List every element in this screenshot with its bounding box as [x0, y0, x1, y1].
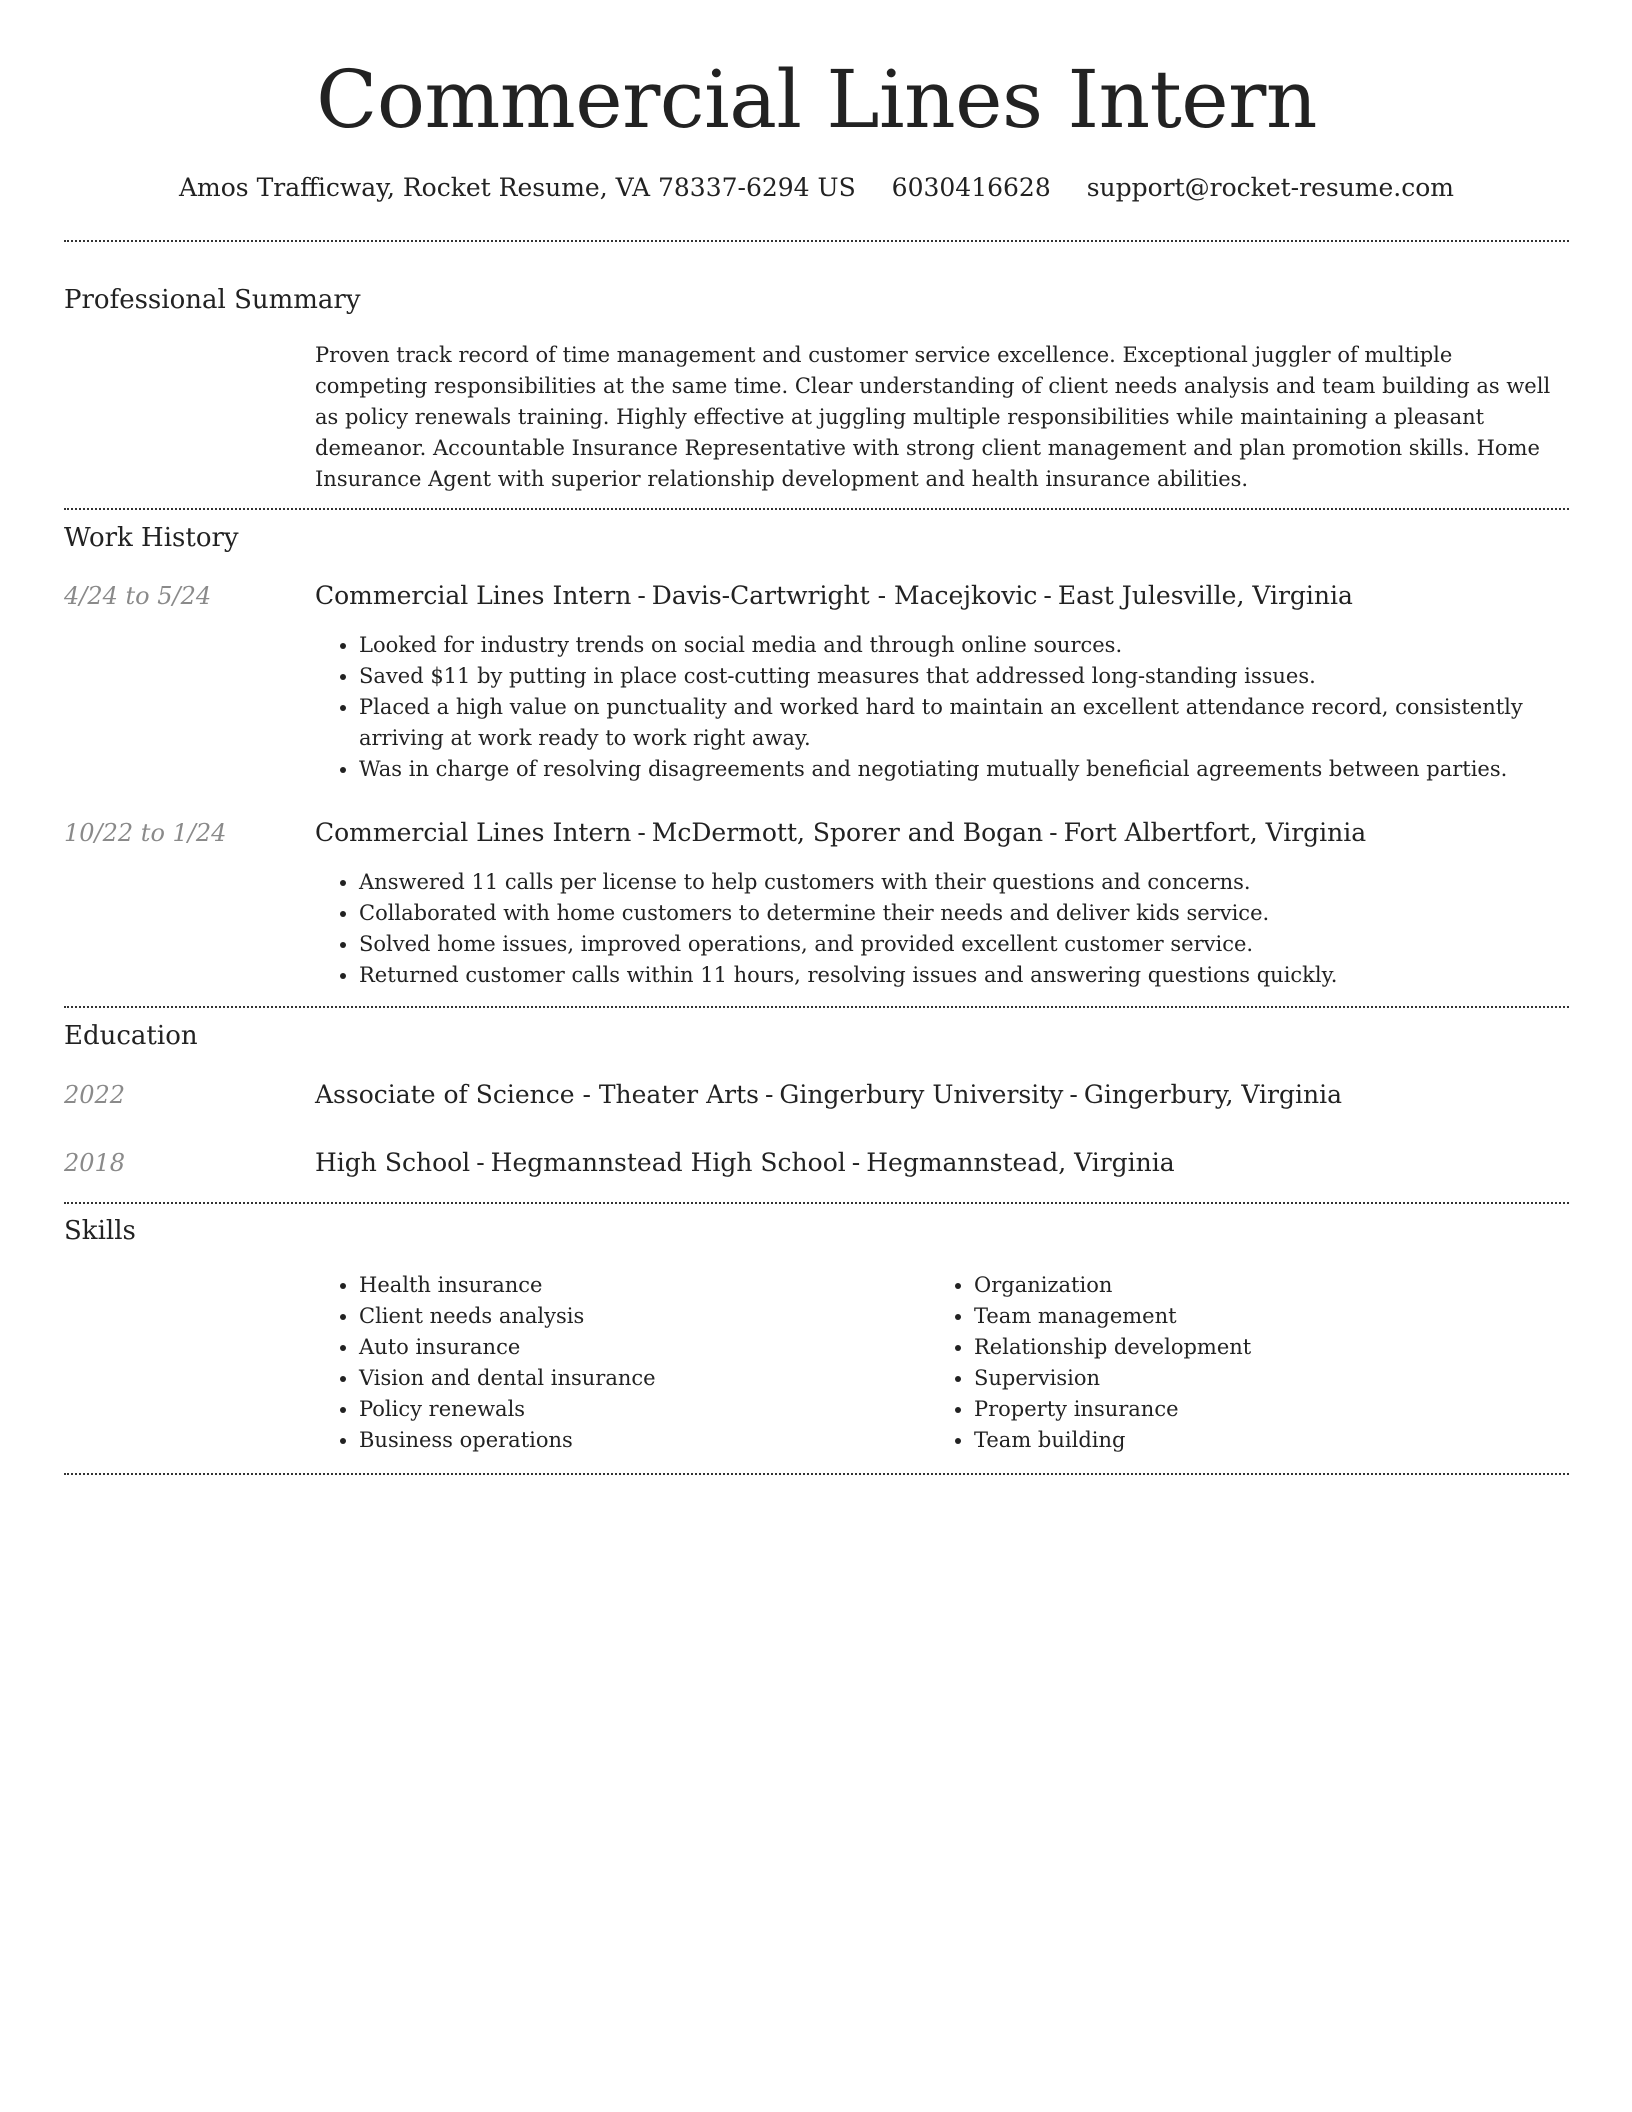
- skills-list-left: [315, 1270, 919, 1456]
- education-heading: High School - Hegmannstead High School - Hegmannstead, Virginia: [315, 1148, 1175, 1177]
- section-heading-summary: Professional Summary: [64, 285, 361, 315]
- job-heading: Commercial Lines Intern - Davis-Cartwright - Macejkovic - East Julesville, Virginia: [315, 581, 1353, 610]
- education-year: 2022: [64, 1081, 126, 1109]
- section-heading-education: Education: [64, 1021, 198, 1051]
- skill-item: • Team building: [974, 1425, 1534, 1456]
- skill-item: • Supervision: [974, 1363, 1534, 1394]
- education-degree: Associate of Science - Theater Arts: [315, 1080, 759, 1109]
- skills-list-right: [930, 1270, 1534, 1456]
- education-location: Hegmannstead, Virginia: [866, 1148, 1175, 1177]
- list-item: • Saved $11 by putting in place cost-cutting measures that addressed long-standing issues.: [359, 661, 1613, 692]
- job-company: Davis-Cartwright - Macejkovic: [651, 581, 1038, 610]
- list-item: • Was in charge of resolving disagreements and negotiating mutually beneficial agreements between parties.: [359, 754, 1613, 785]
- list-item: • Answered 11 calls per license to help customers with their questions and concerns.: [359, 867, 1613, 898]
- list-item: • Placed a high value on punctuality and worked hard to maintain an excellent attendance record, consistently arriving at work ready to work right away.: [359, 692, 1613, 754]
- skill-item: • Business operations: [359, 1425, 919, 1456]
- skill-item: • Client needs analysis: [359, 1301, 919, 1332]
- skill-item: • Health insurance: [359, 1270, 919, 1301]
- divider: [64, 1202, 1569, 1204]
- education-heading: Associate of Science - Theater Arts - Gingerbury University - Gingerbury, Virginia: [315, 1080, 1342, 1109]
- skill-item: • Vision and dental insurance: [359, 1363, 919, 1394]
- job-bullets: [315, 630, 1613, 785]
- summary-text: Proven track record of time management and customer service excellence. Exceptional juggler of multiple competing responsibilities at the same time. Clear understanding of client needs analysis and team building as well as policy renewals training. Highly effective at juggling multiple responsibilities while maintaining a pleasant demeanor. Accountable Insurance Representative with strong client management and plan promotion skills. Home Insurance Agent with superior relationship development and health insurance abilities.: [315, 343, 1551, 491]
- education-school: Gingerbury University: [779, 1080, 1064, 1109]
- contact-phone: 6030416628: [891, 173, 1051, 202]
- page-title: Commercial Lines Intern: [316, 53, 1317, 146]
- job-company: McDermott, Sporer and Bogan: [651, 818, 1044, 847]
- education-location: Gingerbury, Virginia: [1083, 1080, 1342, 1109]
- divider: [64, 1473, 1569, 1475]
- list-item: • Solved home issues, improved operations, and provided excellent customer service.: [359, 929, 1613, 960]
- education-school: Hegmannstead High School: [490, 1148, 846, 1177]
- contact-address: Amos Trafficway, Rocket Resume, VA 78337-6294 US: [178, 173, 856, 202]
- skill-item: • Organization: [974, 1270, 1534, 1301]
- divider: [64, 240, 1569, 242]
- skill-item: • Team management: [974, 1301, 1534, 1332]
- job-location: East Julesville, Virginia: [1057, 581, 1353, 610]
- job-bullets: [315, 867, 1613, 991]
- list-item: • Collaborated with home customers to determine their needs and deliver kids service.: [359, 898, 1613, 929]
- divider: [64, 1006, 1569, 1008]
- list-item: • Returned customer calls within 11 hours, resolving issues and answering questions quickly.: [359, 960, 1613, 991]
- job-dates: 10/22 to 1/24: [64, 819, 227, 847]
- job-title: Commercial Lines Intern: [315, 818, 632, 847]
- job-dates: 4/24 to 5/24: [64, 582, 212, 610]
- section-heading-skills: Skills: [64, 1216, 136, 1246]
- section-heading-work-history: Work History: [64, 523, 239, 553]
- skill-item: • Relationship development: [974, 1332, 1534, 1363]
- skill-item: • Property insurance: [974, 1394, 1534, 1425]
- education-year: 2018: [64, 1149, 126, 1177]
- job-heading: Commercial Lines Intern - McDermott, Sporer and Bogan - Fort Albertfort, Virginia: [315, 818, 1367, 847]
- job-location: Fort Albertfort, Virginia: [1063, 818, 1367, 847]
- contact-email: support@rocket-resume.com: [1086, 173, 1454, 202]
- education-degree: High School: [315, 1148, 471, 1177]
- divider: [64, 508, 1569, 510]
- contact-line: [64, 170, 1569, 206]
- skill-item: • Policy renewals: [359, 1394, 919, 1425]
- skill-item: • Auto insurance: [359, 1332, 919, 1363]
- list-item: • Looked for industry trends on social media and through online sources.: [359, 630, 1613, 661]
- job-title: Commercial Lines Intern: [315, 581, 632, 610]
